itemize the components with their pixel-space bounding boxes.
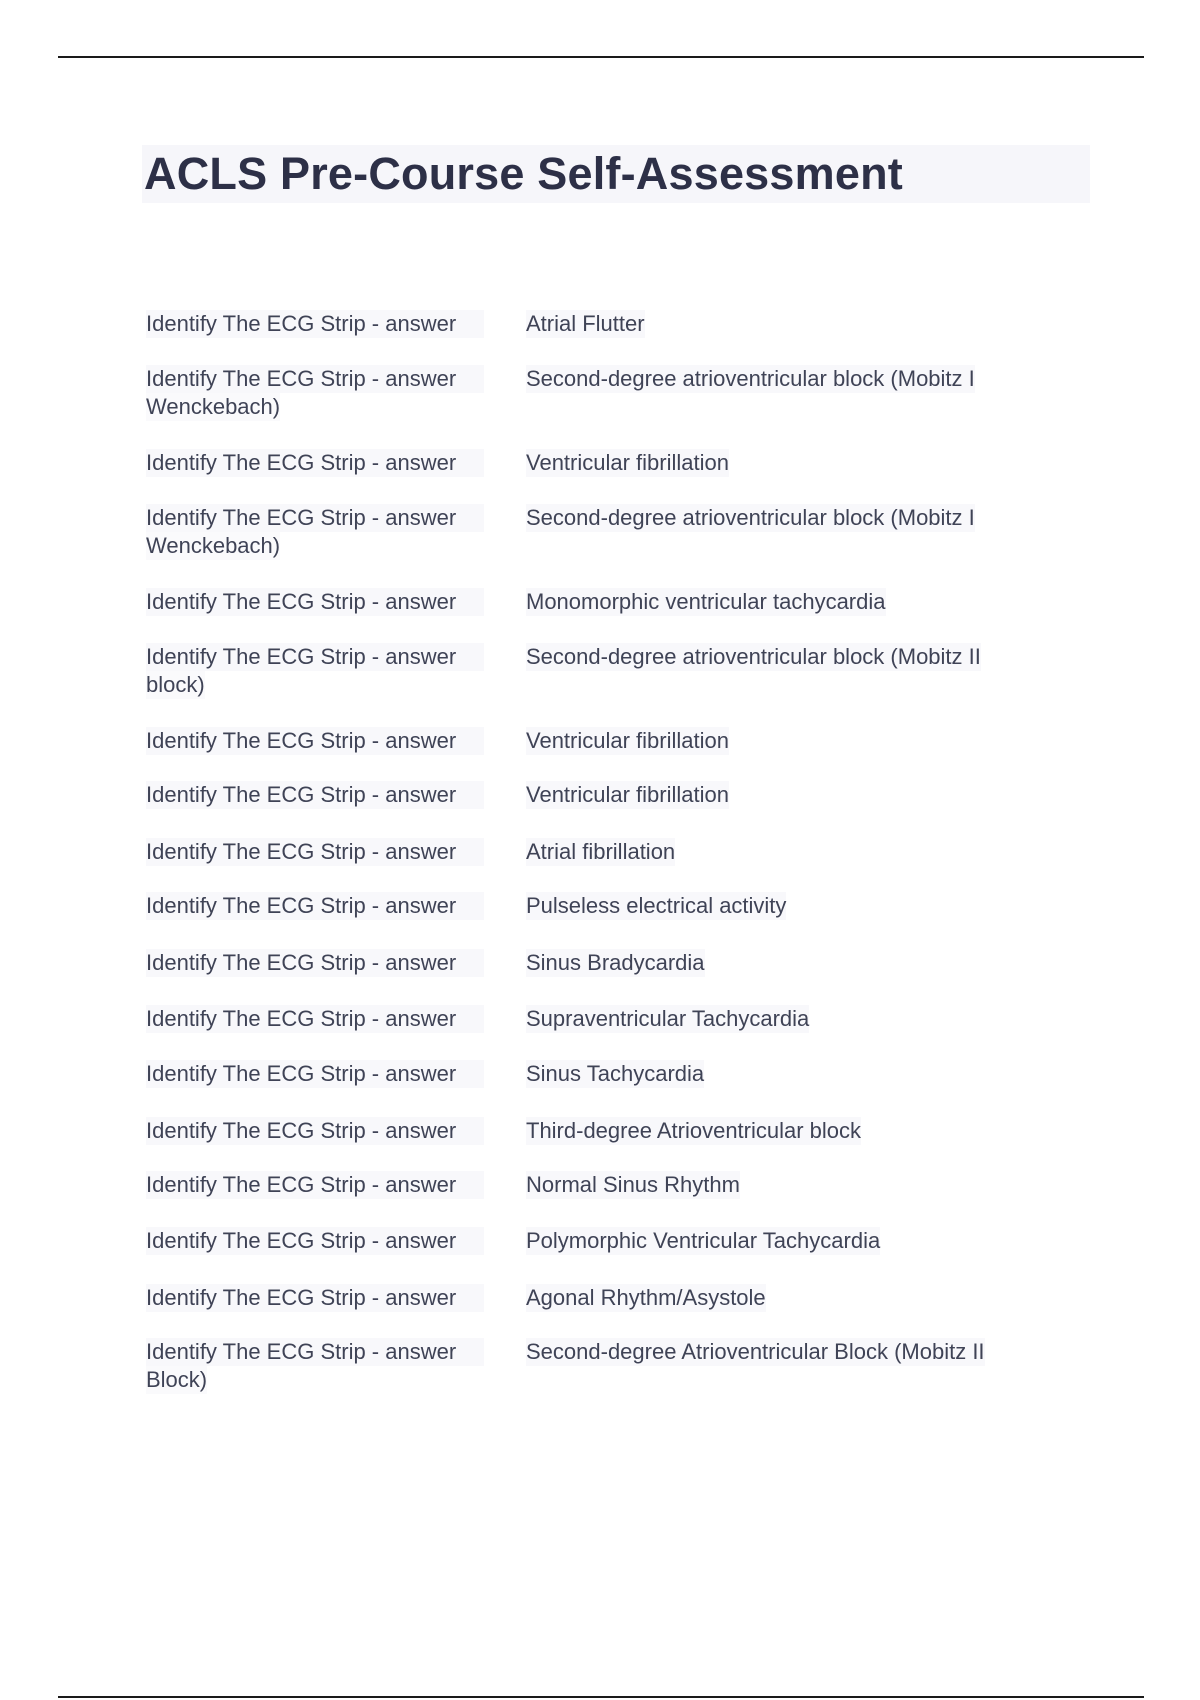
top-rule (58, 56, 1144, 58)
qa-question: Identify The ECG Strip - answer (146, 310, 484, 338)
qa-answer-continuation: Block) (146, 1367, 208, 1392)
qa-answer: Second-degree atrioventricular block (Mobitz II (526, 644, 981, 669)
qa-answer: Normal Sinus Rhythm (526, 1172, 740, 1197)
qa-answer: Second-degree atrioventricular block (Mobitz I (526, 366, 975, 391)
qa-question: Identify The ECG Strip - answer (146, 1117, 484, 1145)
qa-answer-continuation: block) (146, 672, 205, 697)
qa-question: Identify The ECG Strip - answer (146, 1005, 484, 1033)
qa-question: Identify The ECG Strip - answer (146, 365, 484, 393)
qa-answer-continuation: Wenckebach) (146, 533, 281, 558)
qa-answer: Agonal Rhythm/Asystole (526, 1285, 766, 1310)
bottom-rule (58, 1696, 1144, 1698)
qa-answer: Atrial Flutter (526, 311, 645, 336)
qa-question: Identify The ECG Strip - answer (146, 588, 484, 616)
page-title: ACLS Pre-Course Self-Assessment (144, 148, 903, 199)
qa-question: Identify The ECG Strip - answer (146, 449, 484, 477)
title-block (142, 145, 1090, 203)
qa-answer: Monomorphic ventricular tachycardia (526, 589, 886, 614)
qa-question: Identify The ECG Strip - answer (146, 1227, 484, 1255)
qa-question: Identify The ECG Strip - answer (146, 838, 484, 866)
qa-answer: Polymorphic Ventricular Tachycardia (526, 1228, 881, 1253)
qa-question: Identify The ECG Strip - answer (146, 949, 484, 977)
qa-question: Identify The ECG Strip - answer (146, 1060, 484, 1088)
qa-answer: Second-degree Atrioventricular Block (Mobitz II (526, 1339, 985, 1364)
qa-answer: Second-degree atrioventricular block (Mobitz I (526, 505, 975, 530)
qa-question: Identify The ECG Strip - answer (146, 1338, 484, 1366)
qa-question: Identify The ECG Strip - answer (146, 781, 484, 809)
qa-answer: Pulseless electrical activity (526, 893, 787, 918)
qa-answer: Sinus Bradycardia (526, 950, 705, 975)
qa-question: Identify The ECG Strip - answer (146, 643, 484, 671)
qa-answer: Ventricular fibrillation (526, 450, 729, 475)
qa-answer: Ventricular fibrillation (526, 782, 729, 807)
qa-answer: Atrial fibrillation (526, 839, 676, 864)
qa-question: Identify The ECG Strip - answer (146, 892, 484, 920)
qa-answer: Sinus Tachycardia (526, 1061, 705, 1086)
qa-question: Identify The ECG Strip - answer (146, 727, 484, 755)
qa-question: Identify The ECG Strip - answer (146, 1171, 484, 1199)
qa-answer: Supraventricular Tachycardia (526, 1006, 810, 1031)
qa-answer: Ventricular fibrillation (526, 728, 729, 753)
qa-answer-continuation: Wenckebach) (146, 394, 281, 419)
qa-question: Identify The ECG Strip - answer (146, 504, 484, 532)
qa-question: Identify The ECG Strip - answer (146, 1284, 484, 1312)
qa-answer: Third-degree Atrioventricular block (526, 1118, 862, 1143)
